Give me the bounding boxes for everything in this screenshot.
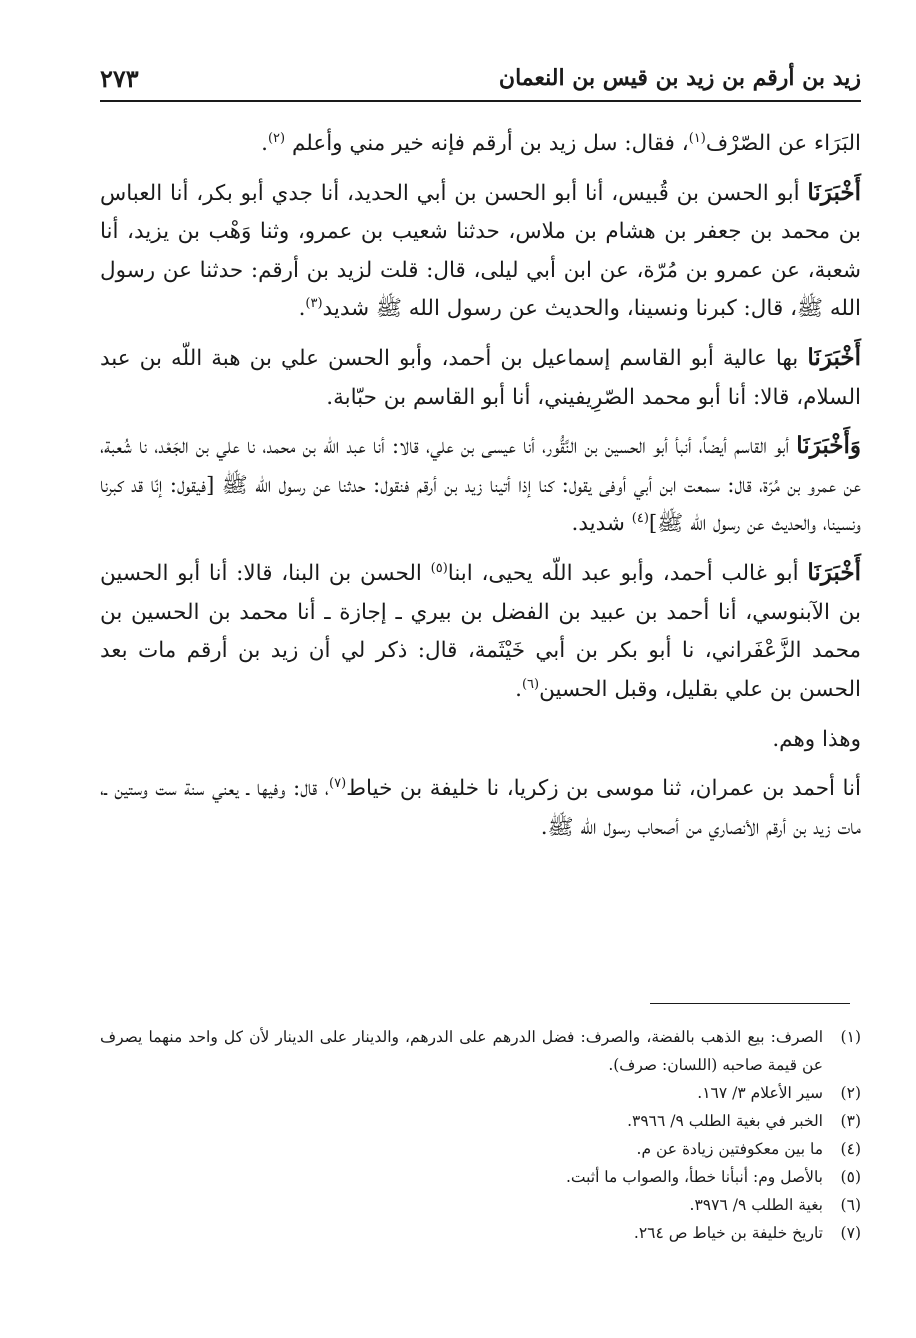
running-title: زيد بن أرقم بن زيد بن قيس بن النعمان	[498, 65, 861, 91]
footnote-number: (٥)	[840, 1168, 861, 1186]
paragraph-text: ، فقال: سل زيد بن أرقم فإنه خير مني وأعلم	[291, 131, 689, 156]
page-header	[100, 56, 861, 102]
footnote-ref: (٥)	[430, 560, 448, 576]
paragraph-text: الحسن بن البنا، قالا: أنا أبو الحسين بن الآبنوسي، أنا أحمد بن عبيد بن الفضل بن بيري ـ إجازة ـ أنا محمد بن الحسين بن محمد الزَّعْفَراني، نا أبو بكر بن أبي خَيْثَمة، قال: ذكر لي أن زيد بن أرقم مات بعد الحسن بن علي بقليل، وقبل الحسين	[100, 560, 861, 702]
paragraph-text: .	[261, 131, 268, 156]
footnote-text: ما بين معكوفتين زيادة عن م.	[636, 1140, 823, 1158]
paragraph-2	[100, 174, 861, 329]
footnote	[100, 1023, 861, 1079]
footnote-ref: (٢)	[267, 130, 286, 146]
footnote-ref: (٤)	[631, 511, 649, 527]
keyword-akhbarana: أَخْبَرَنَا	[807, 178, 861, 206]
footnote-number: (٣)	[840, 1112, 861, 1130]
main-text	[100, 125, 861, 857]
paragraph-4	[100, 427, 861, 544]
paragraph-text: أنا أحمد بن عمران، ثنا موسى بن زكريا، نا خليفة بن خياط	[346, 775, 862, 801]
footnote-text: بالأصل وم: أنبأنا خطأ، والصواب ما أثبت.	[565, 1168, 823, 1186]
footnote-text: الصرف: بيع الذهب بالفضة، والصرف: فضل الدرهم على الدرهم، والدينار على الدينار لأن كل واحد منهما يصرف عن قيمة صاحبه (اللسان: صرف).	[100, 1028, 823, 1074]
footnote-text: سير الأعلام ٣/ ١٦٧.	[697, 1084, 823, 1102]
footnote-ref: (٣)	[305, 296, 323, 312]
footnote-number: (١)	[840, 1028, 861, 1046]
footnote-number: (٦)	[840, 1196, 861, 1214]
footnote-number: (٢)	[840, 1084, 861, 1102]
footnote-ref: (١)	[688, 130, 706, 146]
paragraph-1	[100, 125, 861, 164]
footnote	[100, 1079, 861, 1107]
footnote-text: تاريخ خليفة بن خياط ص ٢٦٤.	[633, 1224, 823, 1242]
footnote	[100, 1163, 861, 1191]
paragraph-text: أبو الحسن بن قُبيس، أنا أبو الحسن بن أبي الحديد، أنا جدي أبو بكر، أنا العباس بن محمد بن جعفر بن هشام بن ملاس، حدثنا شعيب بن عمرو، وثنا وَهْب بن يزيد، أنا شعبة، عن عمرو بن مُرّة، عن ابن أبي ليلى، قال: قلت لزيد بن أرقم: حدثنا عن رسول الله ﷺ، قال: كبرنا ونسينا، والحديث عن رسول الله ﷺ شديد	[100, 180, 861, 322]
keyword-wa-akhbarana: وَأَخْبَرَنَا	[796, 432, 861, 460]
page-number: ٢٧٣	[100, 63, 139, 93]
paragraph-3	[100, 339, 861, 417]
keyword-akhbarana: أَخْبَرَنَا	[807, 558, 861, 586]
footnote-ref: (٧)	[329, 775, 347, 791]
paragraph-text: وهذا وهم.	[772, 727, 861, 753]
paragraph-6	[100, 721, 861, 760]
footnote-ref: (٦)	[521, 676, 540, 692]
paragraph-text: .	[515, 676, 522, 702]
paragraph-text: .	[298, 296, 306, 322]
footnote	[100, 1191, 861, 1219]
footnote-number: (٧)	[840, 1224, 861, 1242]
paragraph-5	[100, 554, 861, 709]
footnote-separator	[650, 1003, 850, 1004]
footnote-text: الخبر في بغية الطلب ٩/ ٣٩٦٦.	[627, 1112, 823, 1130]
paragraph-text: شديد.	[571, 511, 632, 537]
paragraph-text: ، قال: وفيها ـ يعني سنة ست وستين ـ، مات زيد بن أرقم الأنصاري من أصحاب رسول الله ﷺ.	[100, 775, 861, 840]
footnote-number: (٤)	[840, 1140, 861, 1158]
footnotes	[100, 1023, 861, 1247]
footnote	[100, 1135, 861, 1163]
paragraph-text: أبو القاسم أيضاً، أنبأ أبو الحسين بن النَّقُّور، أنا عيسى بن علي، قالا: أنا عبد اللّه بن محمد، نا علي بن الجَعْد، نا شُعبة، عن عمرو بن مُرّة، قال: سمعت ابن أبي أوفى يقول: كنا إذا أتينا زيد بن أرقم فنقول: حدثنا عن رسول الله ﷺ [فيقول: إنّا قد كبرنا ونسينا، والحديث عن رسول الله ﷺ]	[100, 434, 861, 537]
paragraph-text: البَرَاء عن الصّرْف	[705, 131, 861, 156]
keyword-akhbarana: أَخْبَرَنَا	[807, 343, 861, 371]
paragraph-text: أبو غالب أحمد، وأبو عبد اللّه يحيى، ابنا	[447, 560, 808, 586]
paragraph-7	[100, 770, 861, 847]
footnote	[100, 1107, 861, 1135]
footnote-text: بغية الطلب ٩/ ٣٩٧٦.	[689, 1196, 823, 1214]
paragraph-text: بها عالية أبو القاسم إسماعيل بن أحمد، وأبو الحسن علي بن هبة اللّه بن عبد السلام، قالا: أنا أبو محمد الصّرِيفيني، أنا أبو القاسم بن حبّابة.	[100, 345, 861, 410]
footnote	[100, 1219, 861, 1247]
